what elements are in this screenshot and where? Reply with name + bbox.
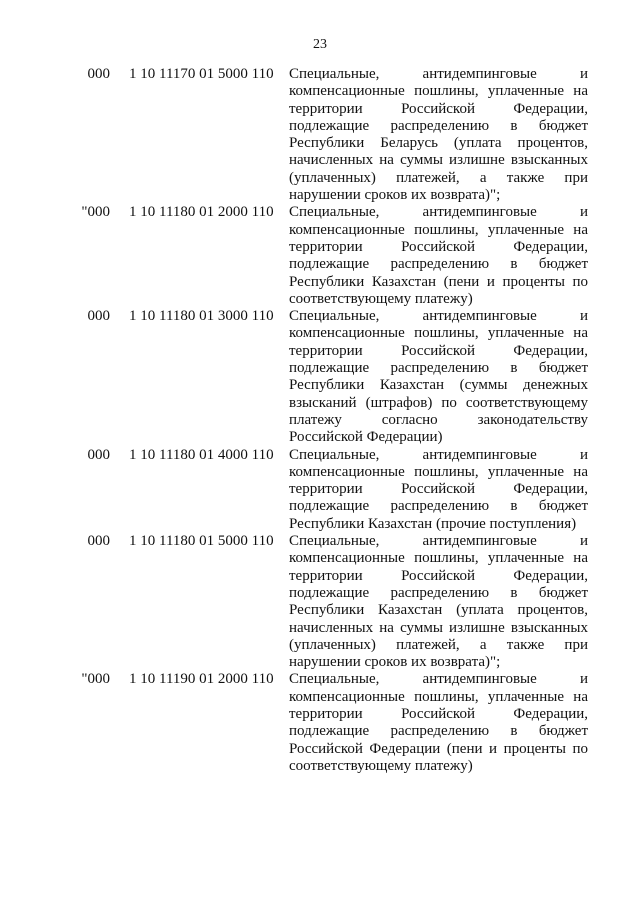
budget-codes-table: [0, 66, 640, 775]
income-description: Специальные, антидемпинговые и компенсационные пошлины, уплаченные на территории Российской Федерации, подлежащие распределению в бюджет Республики Казахстан (суммы денежных взысканий (штрафов) по соответствующему платежу согласно законодательству Российской Федерации): [289, 308, 588, 446]
table-row: [0, 308, 640, 446]
table-row: [0, 66, 640, 204]
income-description: Специальные, антидемпинговые и компенсационные пошлины, уплаченные на территории Российской Федерации, подлежащие распределению в бюджет Республики Казахстан (прочие поступления): [289, 446, 588, 532]
budget-classification-code: 1 10 11180 01 5000 110: [129, 533, 274, 550]
admin-code: 000: [87, 308, 110, 325]
admin-code: 000: [87, 446, 110, 463]
income-description: Специальные, антидемпинговые и компенсационные пошлины, уплаченные на территории Российской Федерации, подлежащие распределению в бюджет Российской Федерации (пени и проценты по соответствующему платежу): [289, 671, 588, 774]
budget-classification-code: 1 10 11180 01 3000 110: [129, 308, 274, 325]
income-description: Специальные, антидемпинговые и компенсационные пошлины, уплаченные на территории Российской Федерации, подлежащие распределению в бюджет Республики Казахстан (пени и проценты по соответствующему платежу): [289, 204, 588, 307]
admin-code: 000: [87, 533, 110, 550]
budget-classification-code: 1 10 11180 01 4000 110: [129, 446, 274, 463]
budget-classification-code: 1 10 11180 01 2000 110: [129, 204, 274, 221]
income-description: Специальные, антидемпинговые и компенсационные пошлины, уплаченные на территории Российской Федерации, подлежащие распределению в бюджет Республики Казахстан (уплата процентов, начисленных на суммы излишне взысканных (уплаченных) платежей, а также при нарушении сроков их возврата)";: [289, 533, 588, 671]
table-row: [0, 533, 640, 671]
page-number: 23: [313, 37, 327, 52]
table-row: [0, 447, 640, 533]
income-description: Специальные, антидемпинговые и компенсационные пошлины, уплаченные на территории Российской Федерации, подлежащие распределению в бюджет Республики Беларусь (уплата процентов, начисленных на суммы излишне взысканных (уплаченных) платежей, а также при нарушении сроков их возврата)";: [289, 66, 588, 204]
admin-code: "000: [81, 671, 110, 688]
table-row: [0, 671, 640, 775]
table-row: [0, 204, 640, 308]
admin-code: "000: [81, 204, 110, 221]
admin-code: 000: [87, 66, 110, 82]
budget-classification-code: 1 10 11190 01 2000 110: [129, 671, 274, 688]
budget-classification-code: 1 10 11170 01 5000 110: [129, 66, 274, 82]
